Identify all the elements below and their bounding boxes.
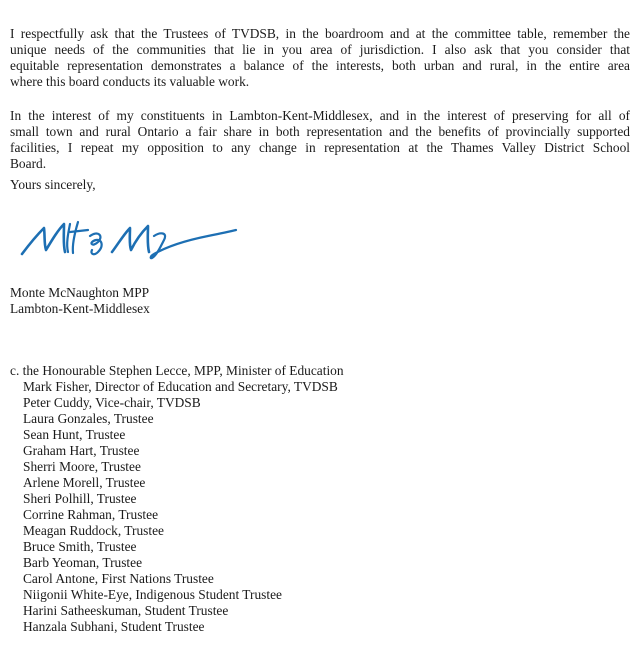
cc-recipients xyxy=(10,379,344,635)
closing-salutation: Yours sincerely, xyxy=(10,177,96,192)
cc-recipient: Graham Hart, Trustee xyxy=(23,443,140,458)
paragraph-representation-request xyxy=(10,26,630,90)
cc-recipient: Peter Cuddy, Vice-chair, TVDSB xyxy=(23,395,201,410)
handwritten-signature xyxy=(18,214,240,260)
cc-recipient: Mark Fisher, Director of Education and Secretary, TVDSB xyxy=(23,379,338,394)
paragraph-line: In the interest of my constituents in Lambton-Kent-Middlesex, and in the interest of preserving for all of xyxy=(10,108,630,123)
paragraph-line: unique needs of the communities that lie in you area of jurisdiction. I also ask that you consider that xyxy=(10,42,630,57)
paragraph-line: where this board conducts its valuable work. xyxy=(10,74,250,89)
paragraph-line: equitable representation demonstrates a balance of the interests, both urban and rural, in the entire area xyxy=(10,58,630,73)
paragraph-opposition xyxy=(10,108,630,172)
cc-recipient: Sherri Moore, Trustee xyxy=(23,459,141,474)
cc-recipient: Niigonii White-Eye, Indigenous Student Trustee xyxy=(23,587,282,602)
cc-recipient: Sean Hunt, Trustee xyxy=(23,427,126,442)
cc-recipient: Carol Antone, First Nations Trustee xyxy=(23,571,214,586)
cc-list xyxy=(10,363,344,635)
signer-name: Monte McNaughton MPP xyxy=(10,285,150,300)
paragraph-line: facilities, I repeat my opposition to any change in representation at the Thames Valley District School xyxy=(10,140,630,155)
cc-line-minister: c. the Honourable Stephen Lecce, MPP, Minister of Education xyxy=(10,363,344,378)
paragraph-line: small town and rural Ontario a fair share in both representation and the benefits of provincially supported xyxy=(10,124,630,139)
paragraph-line: I respectfully ask that the Trustees of TVDSB, in the boardroom and at the committee table, remember the xyxy=(10,26,630,41)
cc-recipient: Sheri Polhill, Trustee xyxy=(23,491,137,506)
cc-recipient: Bruce Smith, Trustee xyxy=(23,539,137,554)
cc-recipient: Corrine Rahman, Trustee xyxy=(23,507,159,522)
cc-recipient: Barb Yeoman, Trustee xyxy=(23,555,143,570)
cc-recipient: Laura Gonzales, Trustee xyxy=(23,411,154,426)
cc-recipient: Harini Satheeskuman, Student Trustee xyxy=(23,603,229,618)
paragraph-line: Board. xyxy=(10,156,47,171)
signer-block xyxy=(10,285,150,317)
cc-recipient: Meagan Ruddock, Trustee xyxy=(23,523,164,538)
signer-riding: Lambton-Kent-Middlesex xyxy=(10,301,150,316)
cc-recipient: Hanzala Subhani, Student Trustee xyxy=(23,619,205,634)
cc-recipient: Arlene Morell, Trustee xyxy=(23,475,146,490)
